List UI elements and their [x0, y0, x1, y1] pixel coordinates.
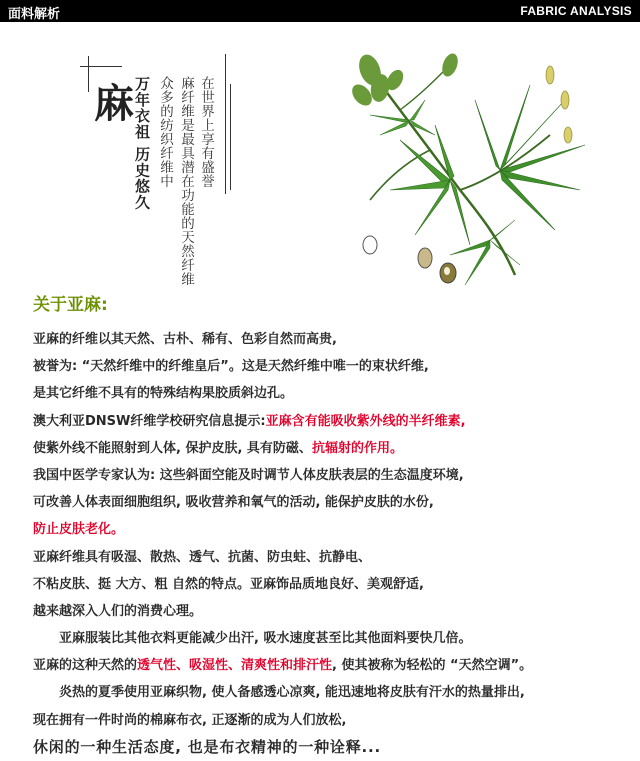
banner-subtitle: FABRIC ANALYSIS [520, 4, 632, 18]
text-line: 我国中医学专家认为: 这些斜面空能及时调节人体皮肤表层的生态温度环境, [33, 467, 464, 483]
decorative-line [225, 54, 226, 194]
header-block [80, 52, 240, 286]
text-line [33, 408, 633, 435]
text-line: 越来越深入人们的消费心理。 [33, 603, 203, 619]
text-line: 可改善人体表面细胞组织, 吸收营养和氧气的活动, 能保护皮肤的水份, [33, 495, 434, 511]
highlight-text: 抗辐射的作用。 [311, 440, 403, 456]
highlight-text: 亚麻含有能吸收紫外线的半纤维素, [265, 413, 466, 429]
header-big-character: 麻 [94, 80, 134, 127]
text-segment: 使紫外线不能照射到人体, 保护皮肤, 具有防磁、 [33, 440, 312, 456]
text-line: 亚麻服装比其他衣料更能减少出汗, 吸水速度甚至比其他面料要快几倍。 [59, 631, 472, 647]
decorative-line [80, 66, 122, 67]
text-line: 不粘皮肤、挺 大方、粗 自然的特点。亚麻饰品质地良好、美观舒适, [33, 576, 424, 592]
text-line [33, 435, 633, 462]
highlight-text: 透气性、吸湿性、清爽性和排汗性 [137, 658, 333, 674]
text-line: 现在拥有一件时尚的棉麻布衣, 正逐渐的成为人们放松, [33, 712, 347, 728]
decorative-line [88, 56, 89, 92]
closing-line: 休闲的一种生活态度, 也是布衣精神的一种诠释... [33, 737, 382, 756]
text-line: 是其它纤维不具有的特殊结构果胶质斜边孔。 [33, 386, 294, 402]
text-line: 炎热的夏季使用亚麻织物, 使人备感透心凉爽, 能迅速地将皮肤有汗水的热量排出, [59, 685, 525, 701]
text-line: 亚麻的纤维以其天然、古朴、稀有、色彩自然而高贵, [33, 332, 337, 347]
decorative-line [230, 84, 231, 190]
highlight-text: 防止皮肤老化。 [33, 522, 125, 538]
text-line: 亚麻纤维具有吸湿、散热、透气、抗菌、防虫蛀、抗静电、 [33, 549, 372, 565]
header-text-col1: 在世界上享有盛誉 [198, 76, 214, 188]
header-slogan: 万年衣祖 历史悠久 [133, 76, 151, 211]
text-segment: , 使其被称为轻松的 “天然空调”。 [332, 658, 533, 674]
header-text-col3: 众多的纺织纤维中 [157, 76, 173, 188]
text-line: 被誉为: “天然纤维中的纤维皇后”。这是天然纤维中唯一的束状纤维, [33, 359, 429, 375]
text-segment: 澳大利亚DNSW纤维学校研究信息提示: [33, 413, 266, 429]
description-text [33, 326, 633, 761]
text-segment: 亚麻的这种天然的 [33, 658, 138, 674]
header-text-col2: 麻纤维是最具潜在功能的天然纤维 [178, 76, 194, 286]
hemp-plant-illustration [340, 40, 600, 290]
section-title: 关于亚麻: [33, 295, 108, 315]
top-banner [0, 0, 640, 22]
banner-title: 面料解析 [8, 7, 61, 22]
text-line [33, 652, 633, 679]
